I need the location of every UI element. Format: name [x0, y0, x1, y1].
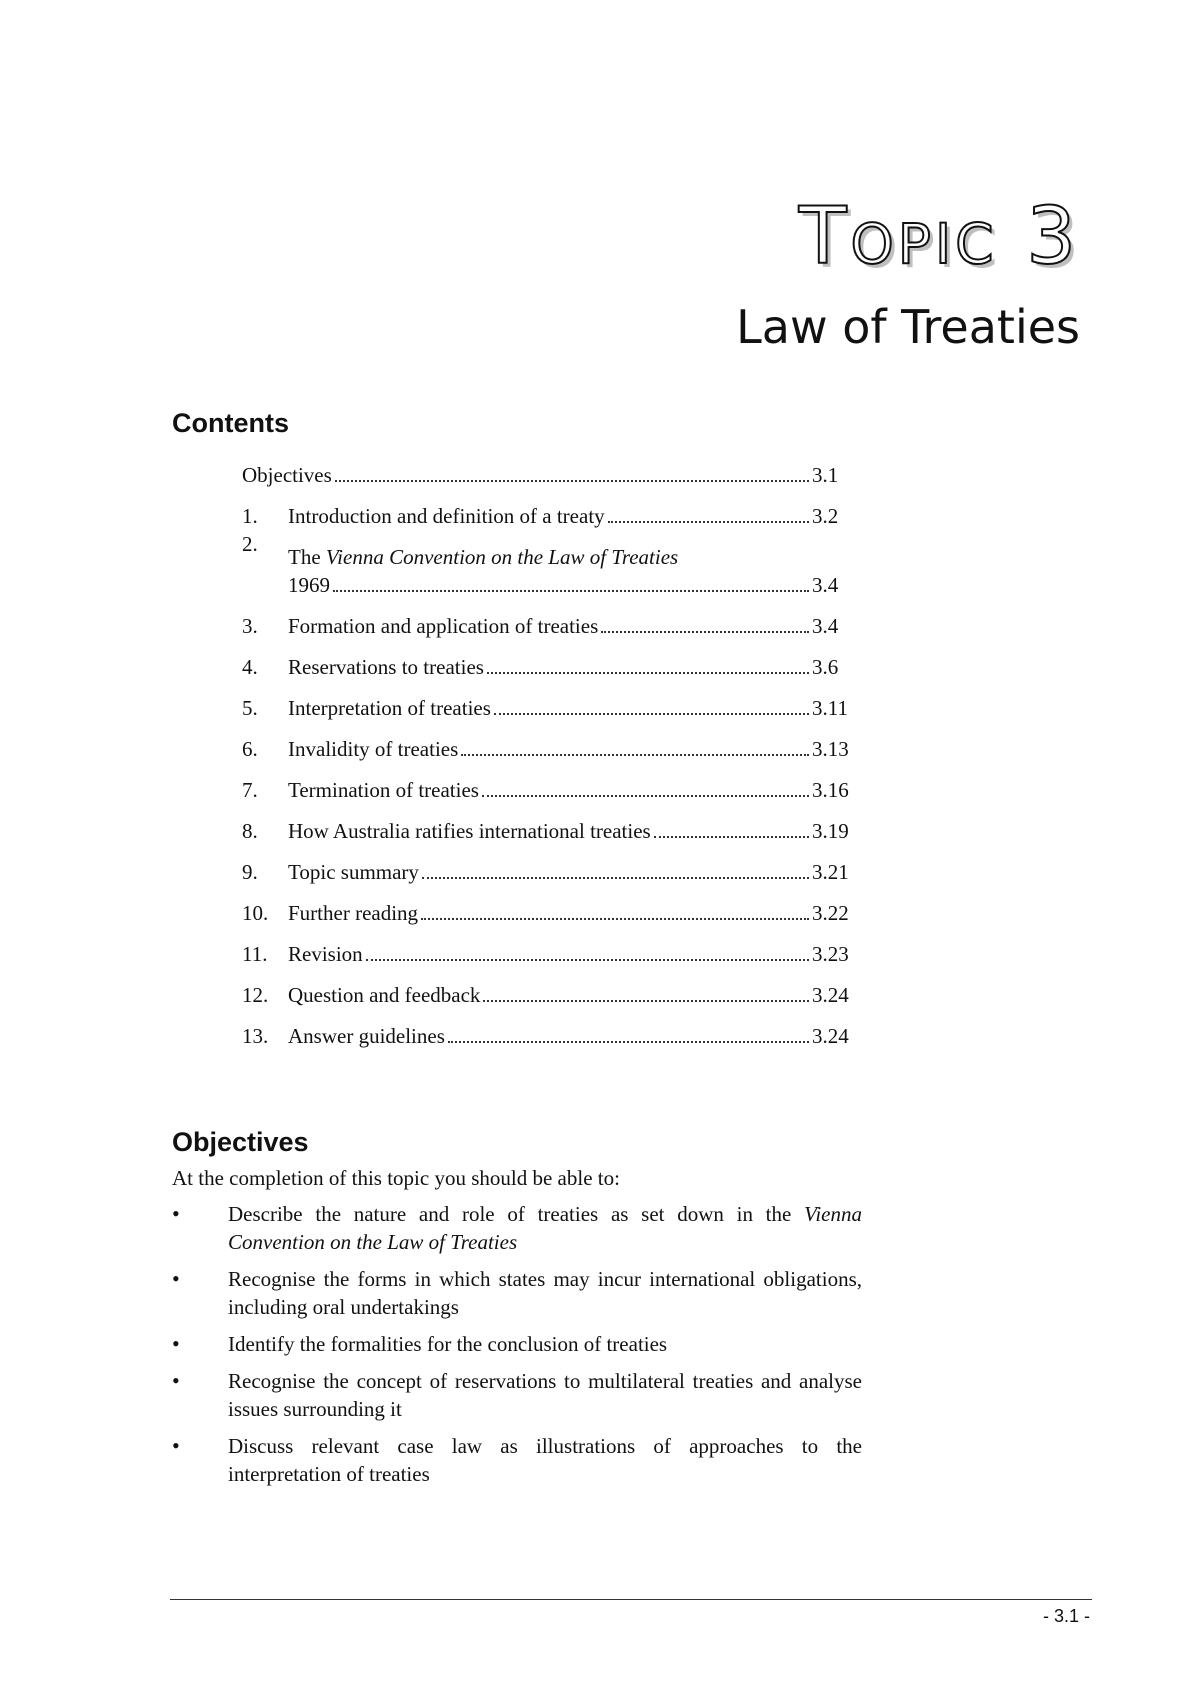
toc-title: Reservations to treaties: [288, 655, 484, 679]
toc-page: 3.4: [812, 573, 839, 597]
toc-entry-further-reading[interactable]: [242, 886, 862, 927]
toc-page: 3.24: [812, 983, 849, 1007]
toc-leader-dots: [422, 876, 809, 879]
toc-number: 9.: [242, 860, 258, 884]
bullet-icon: •: [172, 1201, 180, 1226]
toc-title: Topic summary: [288, 860, 419, 884]
toc-number: 10.: [242, 901, 269, 925]
table-of-contents: [242, 448, 862, 1050]
contents-heading: Contents: [172, 408, 289, 438]
toc-page: 3.11: [812, 696, 848, 720]
toc-leader-dots: [654, 835, 809, 838]
objective-item: [172, 1265, 862, 1321]
toc-title: How Australia ratifies international treaties: [288, 819, 651, 843]
objectives-intro: At the completion of this topic you should be able to:: [172, 1166, 620, 1190]
toc-number: 7.: [242, 778, 258, 802]
objective-text: Recognise the concept of reservations to multilateral treaties and analyse issues surrounding it: [228, 1369, 862, 1421]
toc-title: Formation and application of treaties: [288, 614, 599, 638]
objective-text: Identify the formalities for the conclusion of treaties: [228, 1332, 668, 1356]
toc-leader-dots: [421, 917, 809, 920]
toc-entry-invalidity[interactable]: [242, 722, 862, 763]
toc-entry-introduction[interactable]: [242, 489, 862, 530]
toc-leader-dots: [461, 753, 809, 756]
toc-title: Question and feedback: [288, 983, 481, 1007]
toc-leader-dots: [448, 1040, 809, 1043]
toc-entry-summary[interactable]: [242, 845, 862, 886]
objective-text: Recognise the forms in which states may incur international obligations, including oral undertakings: [228, 1267, 862, 1319]
bullet-icon: •: [172, 1368, 180, 1393]
toc-leader-dots: [601, 630, 809, 633]
toc-page: 3.19: [812, 819, 849, 843]
toc-leader-dots: [482, 794, 809, 797]
toc-leader-dots: [335, 479, 809, 482]
toc-page: 3.1: [812, 463, 839, 487]
toc-entry-answer-guidelines[interactable]: [242, 1009, 862, 1050]
toc-leader-dots: [483, 999, 809, 1002]
toc-entry-reservations[interactable]: [242, 640, 862, 681]
objective-text-plain: Describe the nature and role of treaties as set down in the: [228, 1202, 805, 1226]
toc-entry-termination[interactable]: [242, 763, 862, 804]
toc-title-italic: Vienna Convention on the Law of Treaties: [325, 545, 679, 569]
objective-item: [172, 1200, 862, 1256]
toc-page: 3.6: [812, 655, 839, 679]
toc-leader-dots: [608, 520, 809, 523]
toc-entry-revision[interactable]: [242, 927, 862, 968]
toc-leader-dots: [333, 589, 809, 592]
toc-leader-dots: [494, 712, 809, 715]
toc-entry-interpretation[interactable]: [242, 681, 862, 722]
objectives-list: [172, 1200, 862, 1497]
toc-entry-vienna-convention[interactable]: [242, 530, 862, 599]
toc-entry-australia[interactable]: [242, 804, 862, 845]
toc-page: 3.24: [812, 1024, 849, 1048]
toc-page: 3.22: [812, 901, 849, 925]
toc-entry-objectives[interactable]: [242, 448, 862, 489]
toc-title: Revision: [288, 942, 363, 966]
toc-title: Answer guidelines: [288, 1024, 445, 1048]
toc-number: 12.: [242, 983, 269, 1007]
objective-item: [172, 1330, 862, 1358]
toc-title: [288, 543, 678, 571]
objective-text-italic: Vienna Convention on the Law of Treaties: [228, 1202, 862, 1254]
toc-number: 5.: [242, 696, 258, 720]
toc-number: 11.: [242, 942, 268, 966]
bullet-icon: •: [172, 1433, 180, 1458]
toc-title: Introduction and definition of a treaty: [288, 504, 605, 528]
toc-entry-question-feedback[interactable]: [242, 968, 862, 1009]
toc-title: Further reading: [288, 901, 419, 925]
toc-page: 3.4: [812, 614, 839, 638]
toc-page: 3.21: [812, 860, 849, 884]
toc-leader-dots: [487, 671, 809, 674]
topic-title: Law of Treaties: [736, 300, 1080, 354]
toc-page: 3.13: [812, 737, 849, 761]
toc-title: Objectives: [242, 463, 332, 487]
toc-leader-dots: [366, 958, 809, 961]
toc-number: 6.: [242, 737, 258, 761]
objectives-heading: Objectives: [172, 1127, 309, 1157]
toc-title: Termination of treaties: [288, 778, 479, 802]
toc-number: 4.: [242, 655, 258, 679]
toc-number: 2.: [242, 532, 258, 556]
topic-label: Topic 3: [798, 192, 1080, 282]
toc-number: 8.: [242, 819, 258, 843]
toc-title: Invalidity of treaties: [288, 737, 459, 761]
toc-page: 3.16: [812, 778, 849, 802]
objective-text: Discuss relevant case law as illustrations of approaches to the interpretation of treaties: [228, 1434, 862, 1486]
toc-number: 13.: [242, 1024, 269, 1048]
page-number: - 3.1 -: [1042, 1606, 1090, 1626]
toc-page: 3.23: [812, 942, 849, 966]
footer-divider: [170, 1599, 1092, 1600]
toc-entry-formation[interactable]: [242, 599, 862, 640]
toc-title-prefix: The: [288, 545, 326, 569]
objective-text: [228, 1200, 862, 1256]
bullet-icon: •: [172, 1266, 180, 1291]
objective-item: [172, 1432, 862, 1488]
bullet-icon: •: [172, 1331, 180, 1356]
toc-page: 3.2: [812, 504, 839, 528]
objective-item: [172, 1367, 862, 1423]
toc-title: Interpretation of treaties: [288, 696, 491, 720]
toc-number: 3.: [242, 614, 258, 638]
toc-number: 1.: [242, 504, 258, 528]
toc-title-continued: 1969: [288, 573, 330, 597]
